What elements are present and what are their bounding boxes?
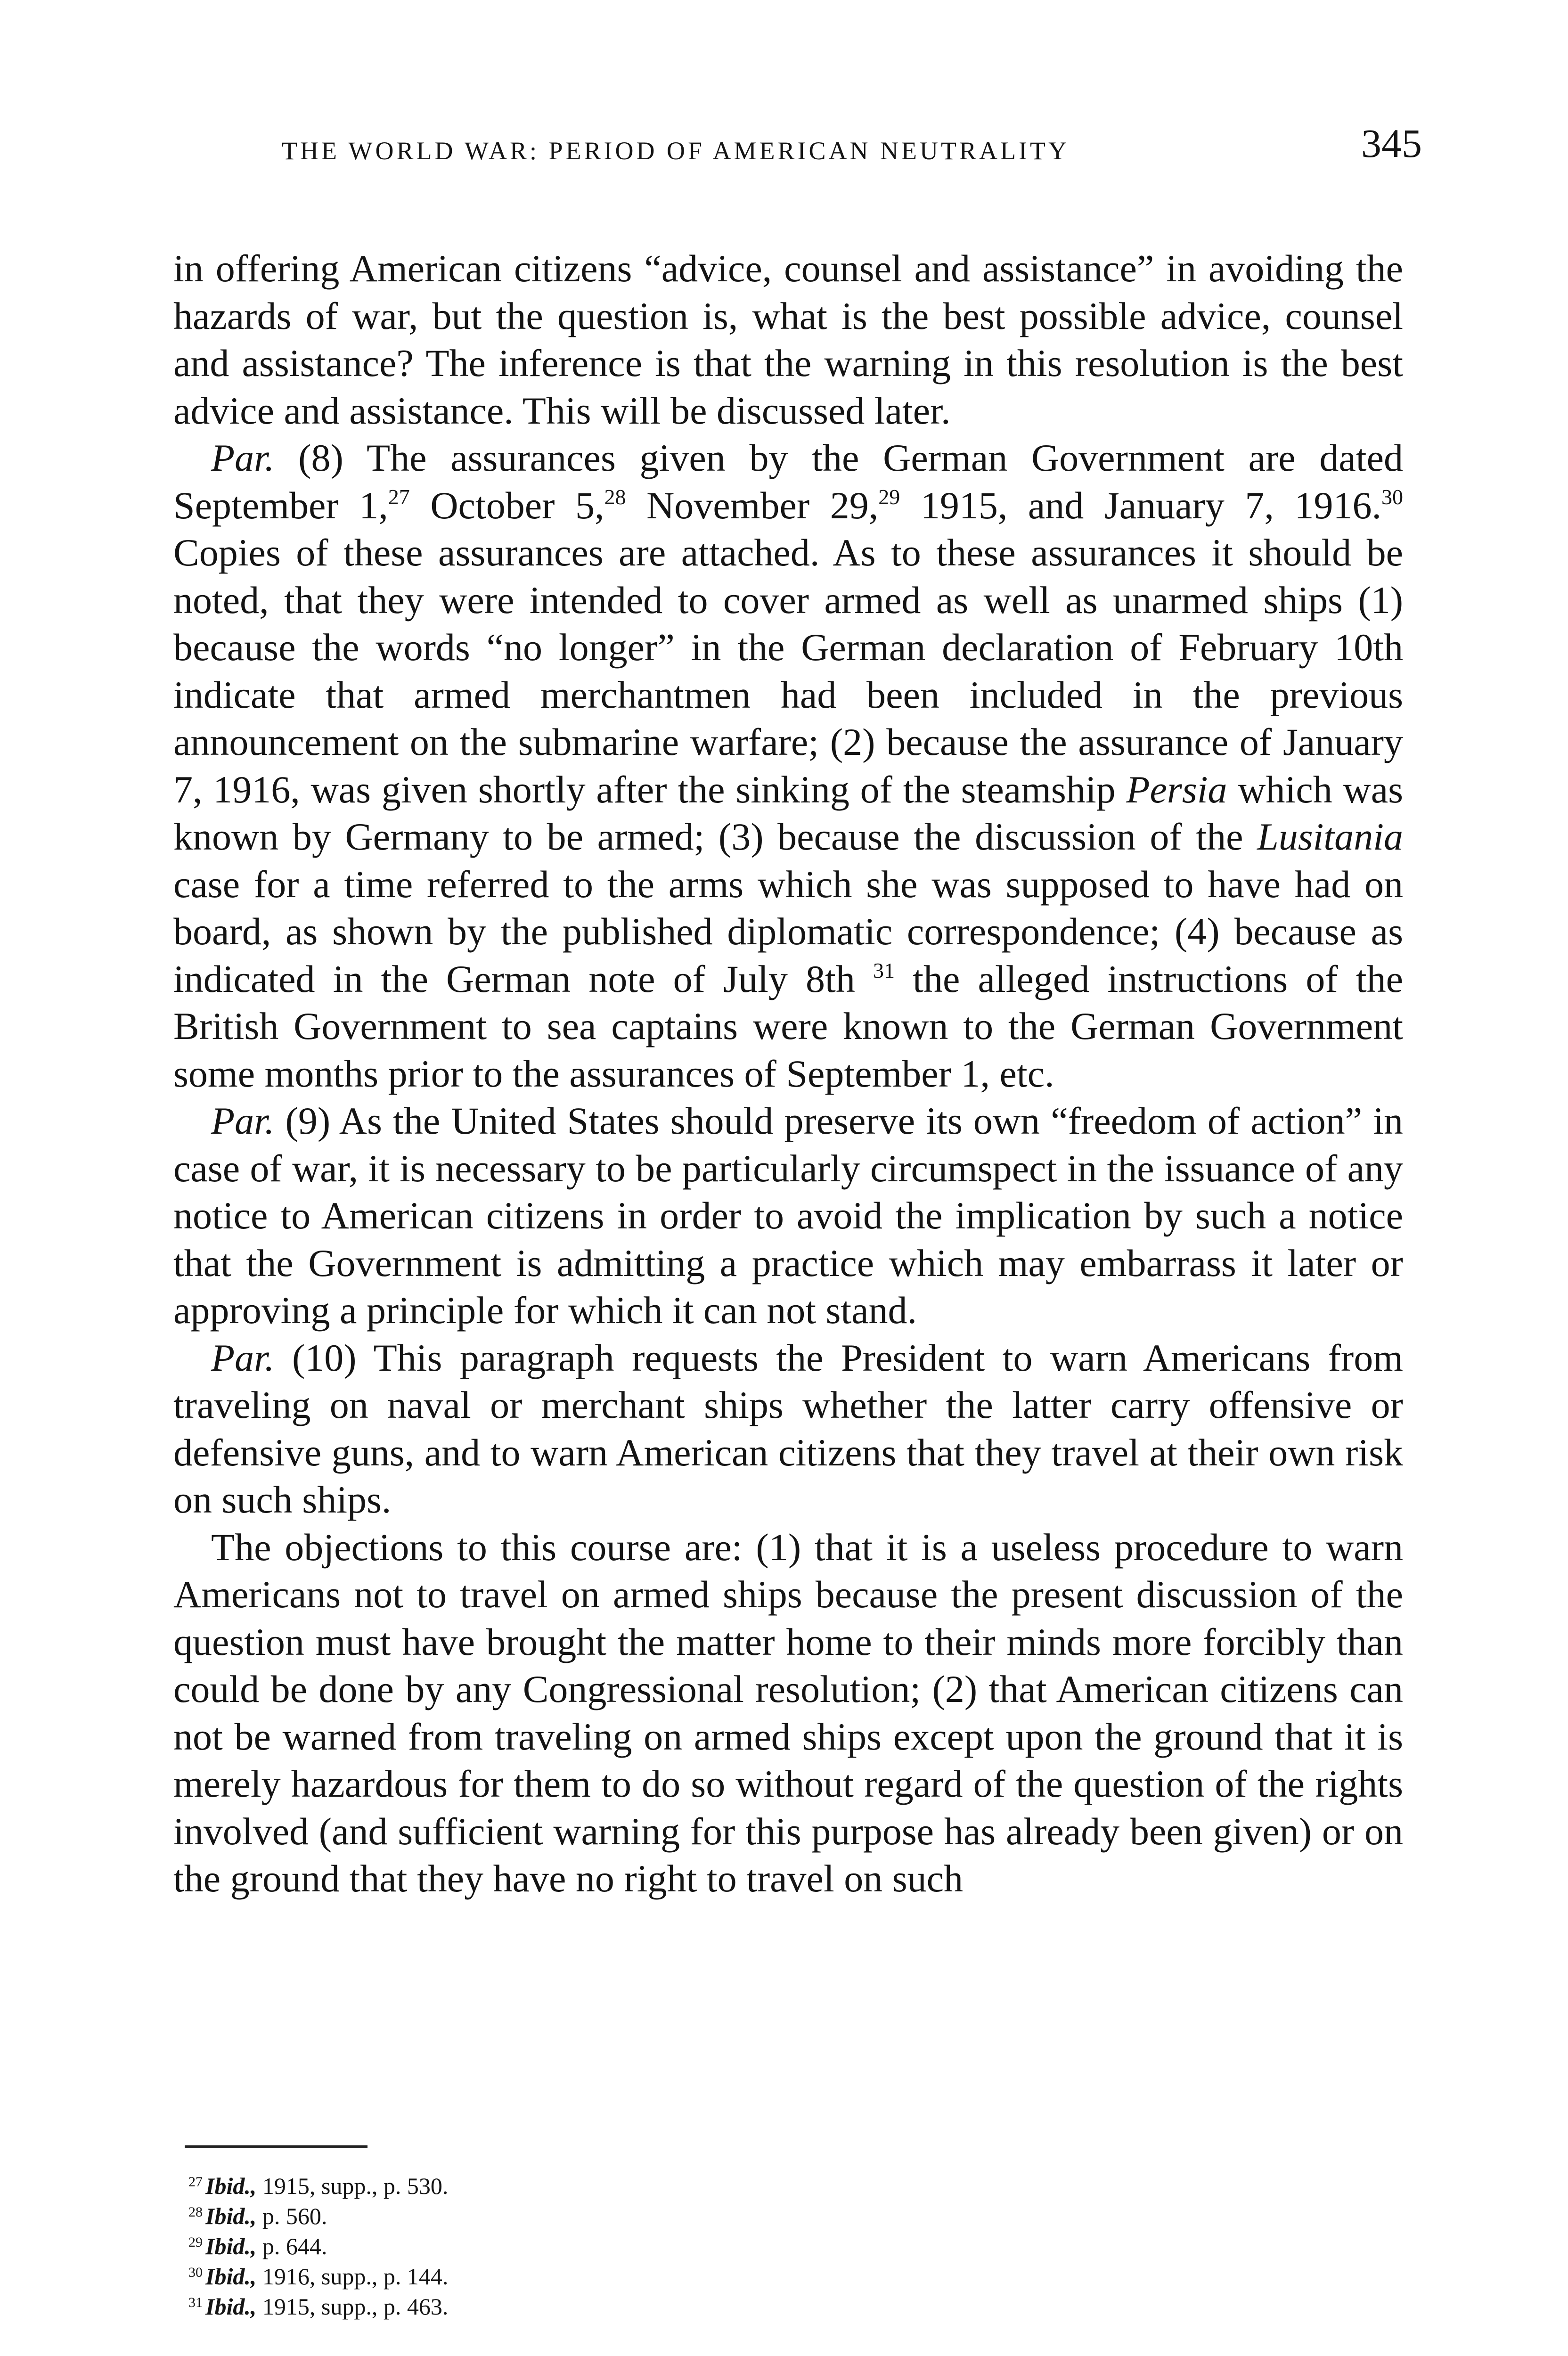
par-number: (8) — [298, 436, 343, 479]
footnote-reference: 1916, supp., p. 144. — [262, 2263, 449, 2290]
footnote-29 — [185, 2229, 891, 2259]
paragraph-text: the alleged instructions of the British Government to sea captains were known to the German Government some months prior to the assurances of September 1, etc. — [173, 957, 1403, 1095]
paragraph-text: As the United States should preserve its own “freedom of action” in case of war, it is necessary to be particularly circumspect in the issuance of any notice to American citizens in order to avoid the implication by such a notice that the Government is admitting a practice which may embarrass it later or approving a principle for which it can not stand. — [173, 1099, 1404, 1332]
footnote-ibid: Ibid., — [205, 2173, 257, 2199]
footnote-number: 30 — [188, 2265, 203, 2280]
footnote-reference: 1915, supp., p. 530. — [262, 2173, 449, 2199]
paragraph-par-10 — [173, 1334, 1403, 1524]
footnote-ibid: Ibid., — [205, 2233, 257, 2259]
paragraph-text: The assurances given by the German Government are dated September 1, — [173, 436, 1403, 527]
paragraph-continuation — [173, 245, 1403, 434]
footnote-reference: p. 560. — [262, 2203, 327, 2229]
ship-name-lusitania: Lusitania — [1257, 815, 1403, 858]
ship-name-persia: Persia — [1126, 768, 1227, 811]
page-number: 345 — [1361, 121, 1422, 166]
footnote-ibid: Ibid., — [205, 2203, 257, 2229]
running-head: THE WORLD WAR: PERIOD OF AMERICAN NEUTRALITY — [282, 137, 1070, 165]
par-number: (9) — [285, 1099, 331, 1142]
footnote-number: 29 — [188, 2234, 203, 2250]
footnote-divider — [185, 2145, 368, 2148]
footnote-ibid: Ibid., — [205, 2263, 257, 2290]
footnote-ref-28: 28 — [604, 484, 626, 509]
paragraph-text: Copies of these assurances are attached. As to these assurances it should be noted, that they were intended to cover armed as well as unarmed ships (1) because the words “no longer” in the German declaration of February 10th indicate that armed merchantmen had been included in the previous announcement on the submarine warfare; (2) because the assurance of January 7, 1916, was given shortly after the sinking of the steamship — [173, 531, 1403, 811]
paragraph-text: The objections to this course are: (1) that it is a useless procedure to warn Americans not to travel on armed ships because the present discussion of the question must have brought the matter home to their minds more forcibly than could be done by any Congressional resolution; (2) that American citizens can not be warned from traveling on armed ships except upon the ground that it is merely hazardous for them to do so without regard of the question of the rights involved (and sufficient warning for this purpose has already been given) or on the ground that they have no right to travel on such — [173, 1525, 1403, 1900]
main-text — [173, 245, 1403, 1903]
page-header — [282, 112, 1422, 173]
footnote-number: 27 — [188, 2174, 203, 2190]
par-label: Par. — [211, 1099, 275, 1142]
footnote-number: 28 — [188, 2204, 203, 2220]
paragraph-text: This paragraph requests the President to warn Americans from traveling on naval or merchant ships whether the latter carry offensive or defensive guns, and to warn American citizens that they travel at their own risk on such ships. — [173, 1336, 1404, 1521]
footnote-ref-29: 29 — [878, 484, 900, 509]
paragraph-text: which was known by Germany to be armed; (3) because the discussion of the — [173, 768, 1404, 858]
footnote-30 — [185, 2259, 891, 2290]
paragraph-objections — [173, 1524, 1403, 1903]
paragraph-text: November 29, — [646, 483, 879, 527]
footnote-ref-30: 30 — [1381, 484, 1403, 509]
paragraph-text: case for a time referred to the arms which she was supposed to have had on board, as shown by the published diplomatic correspondence; (4) because as indicated in the German note of July 8th — [173, 862, 1403, 1000]
footnote-reference: 1915, supp., p. 463. — [262, 2293, 449, 2320]
par-number: (10) — [292, 1336, 357, 1379]
paragraph-text: October 5, — [430, 483, 604, 527]
paragraph-text: 1915, and January 7, 1916. — [920, 483, 1381, 527]
footnote-28 — [185, 2199, 891, 2229]
par-label: Par. — [211, 1336, 275, 1379]
footnote-reference: p. 644. — [262, 2233, 327, 2259]
paragraph-text: in offering American citizens “advice, counsel and assistance” in avoiding the hazards of war, but the question is, what is the best possible advice, counsel and assistance? The inference is that the warning in this resolution is the best advice and assistance. This will be discussed later. — [173, 247, 1403, 432]
footnote-ref-27: 27 — [388, 484, 410, 509]
footnote-31 — [185, 2290, 891, 2320]
paragraph-par-9 — [173, 1097, 1403, 1334]
footnotes — [185, 2169, 891, 2320]
par-label: Par. — [211, 436, 275, 479]
paragraph-par-8 — [173, 434, 1403, 1097]
footnote-ibid: Ibid., — [205, 2293, 257, 2320]
footnote-ref-31: 31 — [873, 958, 895, 982]
footnote-number: 31 — [188, 2295, 203, 2310]
footnote-27 — [185, 2169, 891, 2199]
